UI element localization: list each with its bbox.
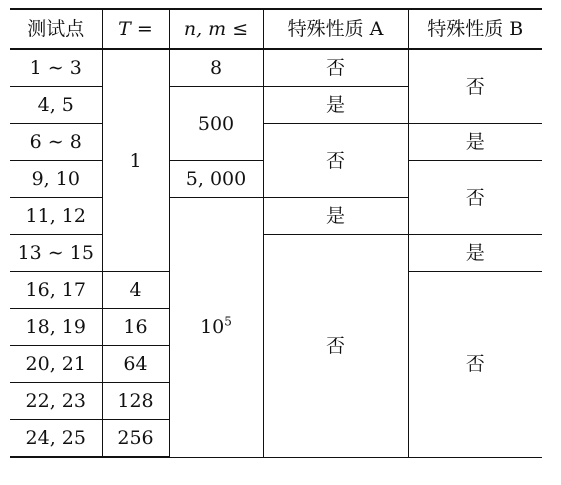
table-container — [10, 8, 542, 458]
t-value-cell: 64 — [102, 346, 169, 383]
table-row — [10, 235, 542, 272]
t-value-cell: 1 — [102, 49, 169, 272]
nm-base: 10 — [200, 316, 225, 339]
test-point-cell: 9, 10 — [10, 161, 102, 198]
test-point-cell: 6 ∼ 8 — [10, 124, 102, 161]
test-data-table — [10, 8, 542, 458]
t-value-cell: 4 — [102, 272, 169, 309]
special-b-cell: 是 — [408, 235, 542, 272]
table-header-row — [10, 9, 542, 49]
header-t: T = — [102, 9, 169, 49]
header-special-a: 特殊性质 A — [263, 9, 408, 49]
special-a-cell: 是 — [263, 87, 408, 124]
t-value-cell: 256 — [102, 420, 169, 458]
special-b-cell: 否 — [408, 272, 542, 458]
test-point-cell: 20, 21 — [10, 346, 102, 383]
test-point-cell: 16, 17 — [10, 272, 102, 309]
header-test-point: 测试点 — [10, 9, 102, 49]
test-point-cell: 24, 25 — [10, 420, 102, 458]
special-a-cell: 否 — [263, 124, 408, 198]
nm-value-cell: 8 — [169, 49, 263, 87]
test-point-cell: 13 ∼ 15 — [10, 235, 102, 272]
special-a-cell: 是 — [263, 198, 408, 235]
table-row — [10, 124, 542, 161]
test-point-cell: 11, 12 — [10, 198, 102, 235]
t-value-cell: 128 — [102, 383, 169, 420]
header-nm: n, m ≤ — [169, 9, 263, 49]
test-point-cell: 22, 23 — [10, 383, 102, 420]
header-special-b: 特殊性质 B — [408, 9, 542, 49]
nm-exponent: 5 — [224, 314, 232, 329]
nm-value-cell: 5, 000 — [169, 161, 263, 198]
test-point-cell: 1 ∼ 3 — [10, 49, 102, 87]
test-point-cell: 4, 5 — [10, 87, 102, 124]
test-point-cell: 18, 19 — [10, 309, 102, 346]
nm-value-cell: 500 — [169, 87, 263, 161]
t-value-cell: 16 — [102, 309, 169, 346]
nm-value-cell — [169, 198, 263, 458]
table-row — [10, 49, 542, 87]
special-b-cell: 否 — [408, 49, 542, 124]
special-b-cell: 是 — [408, 124, 542, 161]
special-a-cell: 否 — [263, 49, 408, 87]
special-b-cell: 否 — [408, 161, 542, 235]
special-a-cell: 否 — [263, 235, 408, 458]
